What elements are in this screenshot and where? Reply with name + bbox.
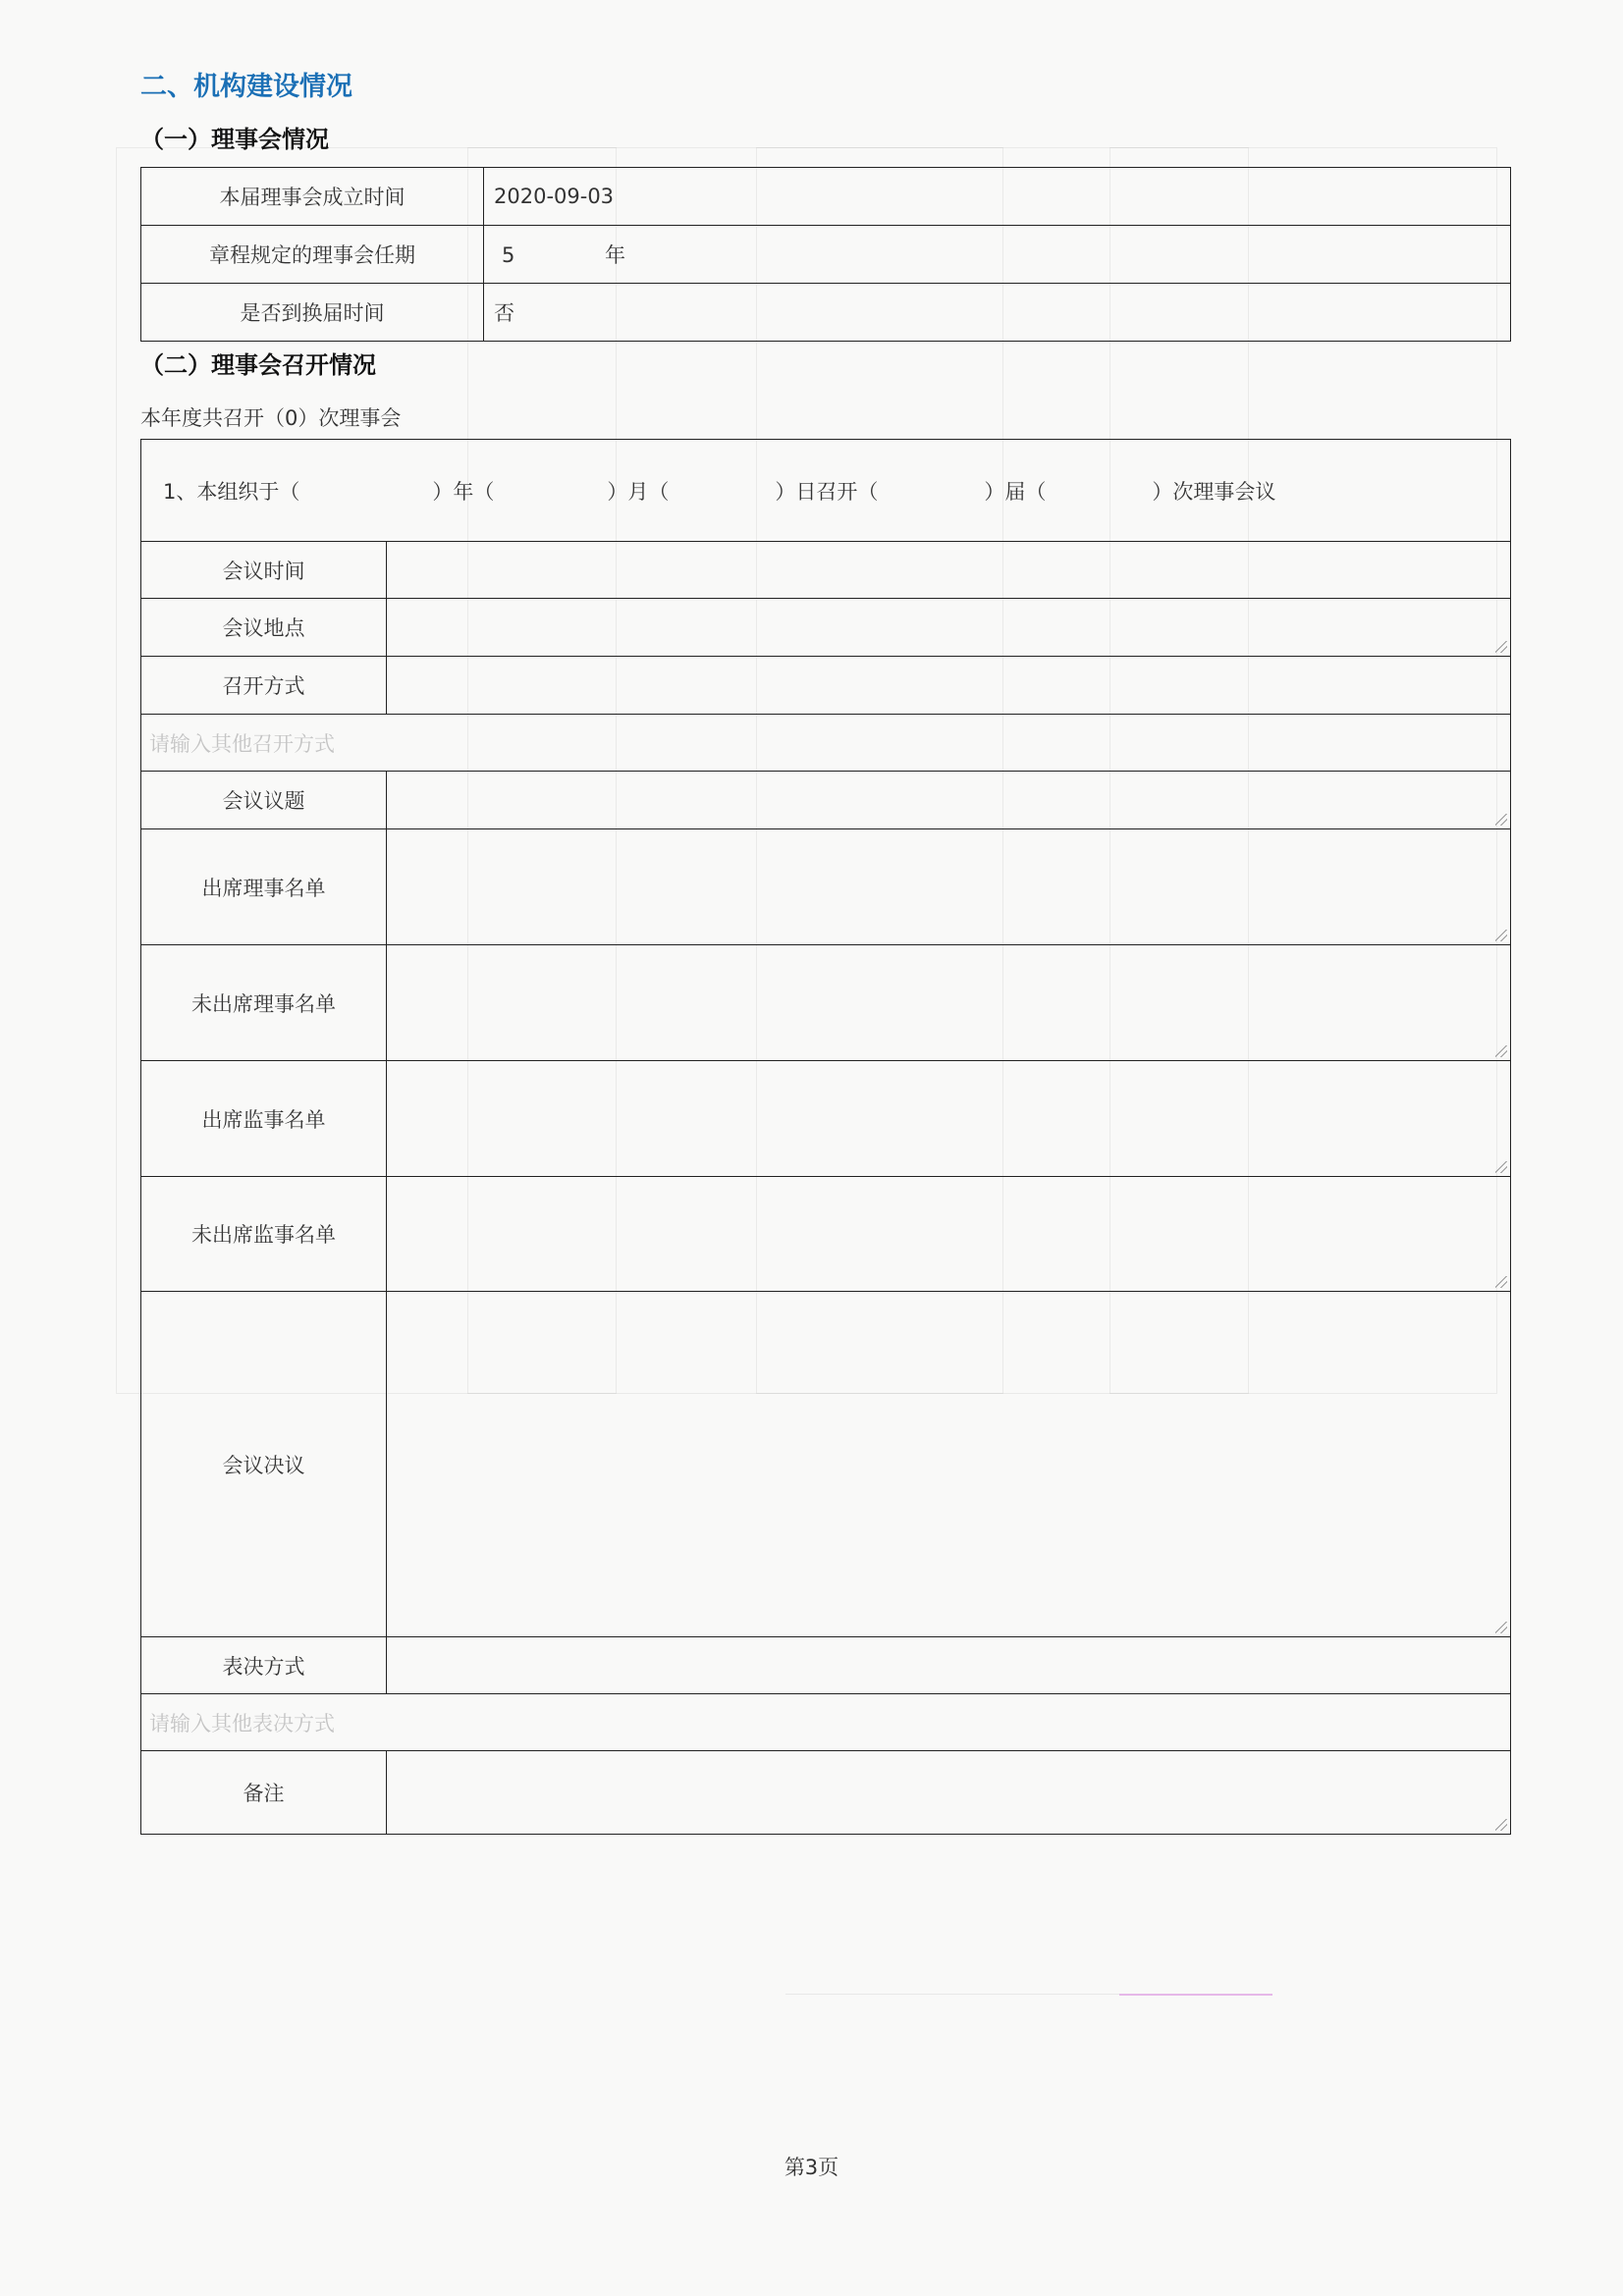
table-row [141, 715, 1511, 772]
due-for-reelection-label: 是否到换届时间 [141, 284, 484, 342]
resolution-label: 会议决议 [141, 1292, 387, 1637]
meeting-line-prefix: 1、本组织于（ [163, 479, 300, 504]
present-directors-input[interactable] [387, 829, 1511, 945]
present-supervisors-label: 出席监事名单 [141, 1061, 387, 1177]
meeting-line-session: ）届（ [984, 479, 1047, 504]
resize-handle-icon[interactable] [1495, 641, 1507, 653]
table-row [141, 1751, 1511, 1835]
absent-directors-label: 未出席理事名单 [141, 945, 387, 1061]
resize-handle-icon[interactable] [1495, 814, 1507, 826]
table-row [141, 772, 1511, 829]
meeting-method-select[interactable] [387, 657, 1511, 715]
resize-handle-icon[interactable] [1495, 1045, 1507, 1057]
table-row [141, 829, 1511, 945]
meetings-subtitle: （二）理事会召开情况 [140, 351, 376, 379]
remarks-label: 备注 [141, 1751, 387, 1835]
table-row [141, 226, 1511, 284]
meeting-record-table [140, 439, 1511, 1835]
meeting-method-label: 召开方式 [141, 657, 387, 715]
vote-method-label: 表决方式 [141, 1637, 387, 1694]
divider [785, 1994, 1119, 1995]
vote-method-other-input[interactable]: 请输入其他表决方式 [141, 1694, 1511, 1751]
term-unit: 年 [605, 243, 625, 267]
table-row [141, 440, 1511, 542]
table-row [141, 599, 1511, 657]
established-date-value[interactable] [484, 168, 1511, 226]
established-date-label: 本届理事会成立时间 [141, 168, 484, 226]
meeting-place-label: 会议地点 [141, 599, 387, 657]
absent-supervisors-label: 未出席监事名单 [141, 1177, 387, 1292]
meeting-time-label: 会议时间 [141, 542, 387, 599]
meeting-line-day: ）日召开（ [775, 479, 879, 504]
table-row [141, 1694, 1511, 1751]
meeting-line-year: ）年（ [432, 479, 495, 504]
table-row [141, 542, 1511, 599]
table-row [141, 1061, 1511, 1177]
due-for-reelection-text: 否 [494, 301, 514, 325]
resize-handle-icon[interactable] [1495, 1161, 1507, 1173]
term-label: 章程规定的理事会任期 [141, 226, 484, 284]
meeting-topic-label: 会议议题 [141, 772, 387, 829]
table-row [141, 1637, 1511, 1694]
board-info-subtitle: （一）理事会情况 [140, 126, 329, 153]
term-value[interactable] [484, 226, 1511, 284]
table-row [141, 168, 1511, 226]
present-directors-label: 出席理事名单 [141, 829, 387, 945]
vote-method-select[interactable] [387, 1637, 1511, 1694]
meetings-summary: 本年度共召开（0）次理事会 [140, 406, 402, 430]
section-title: 二、机构建设情况 [140, 72, 352, 102]
board-info-table [140, 167, 1511, 342]
term-number: 5 [502, 243, 515, 267]
table-row [141, 284, 1511, 342]
divider [1119, 1994, 1272, 1996]
meeting-line-suffix: ）次理事会议 [1152, 479, 1276, 504]
absent-supervisors-input[interactable] [387, 1177, 1511, 1292]
meeting-line [141, 440, 1511, 542]
table-row [141, 1292, 1511, 1637]
resize-handle-icon[interactable] [1495, 1276, 1507, 1288]
remarks-input[interactable] [387, 1751, 1511, 1835]
resize-handle-icon[interactable] [1495, 1819, 1507, 1831]
page-number: 第3页 [784, 2156, 839, 2179]
established-date-text: 2020-09-03 [494, 185, 615, 208]
absent-directors-input[interactable] [387, 945, 1511, 1061]
resize-handle-icon[interactable] [1495, 930, 1507, 941]
resize-handle-icon[interactable] [1495, 1622, 1507, 1633]
meeting-time-input[interactable] [387, 542, 1511, 599]
meeting-method-other-input[interactable]: 请输入其他召开方式 [141, 715, 1511, 772]
meeting-topic-input[interactable] [387, 772, 1511, 829]
table-row [141, 1177, 1511, 1292]
present-supervisors-input[interactable] [387, 1061, 1511, 1177]
due-for-reelection-value[interactable] [484, 284, 1511, 342]
resolution-input[interactable] [387, 1292, 1511, 1637]
meeting-place-input[interactable] [387, 599, 1511, 657]
table-row [141, 657, 1511, 715]
meeting-line-month: ）月（ [607, 479, 670, 504]
table-row [141, 945, 1511, 1061]
